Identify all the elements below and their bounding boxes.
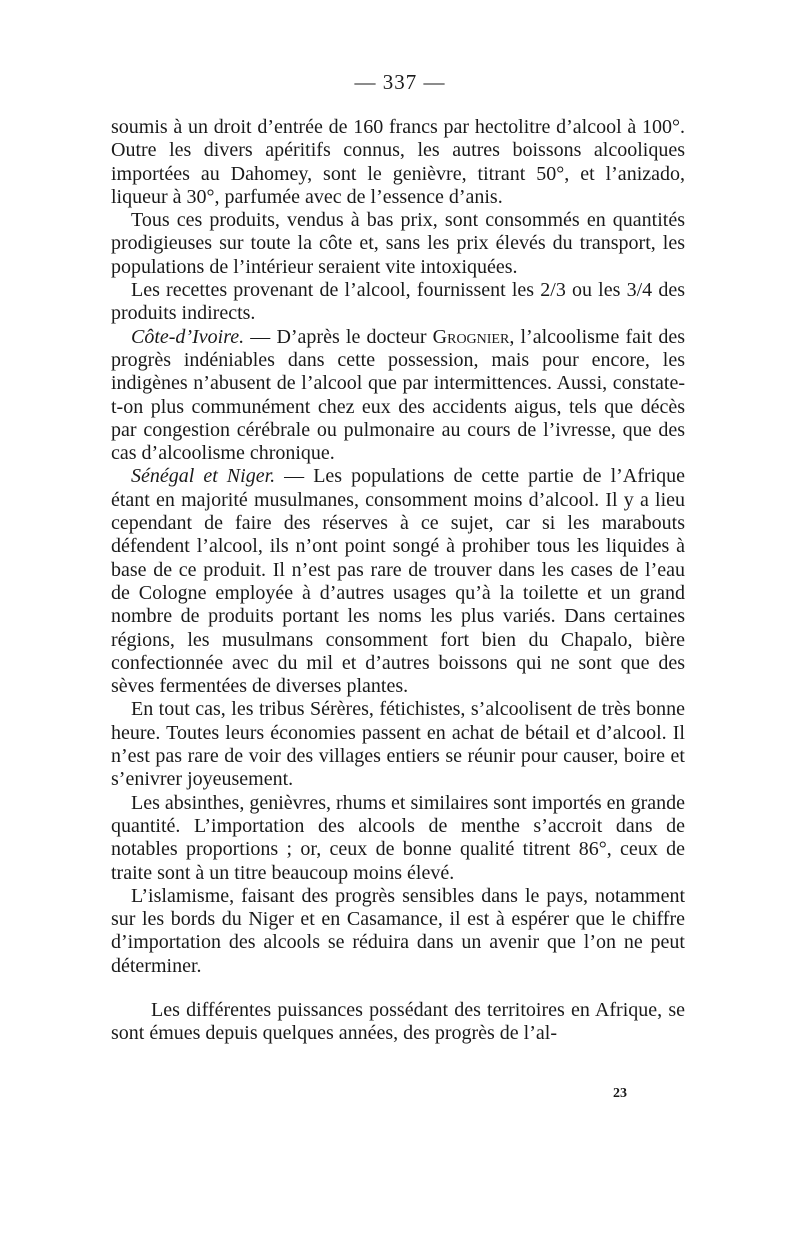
paragraph-3: Les recettes provenant de l’alcool, fournissent les 2/3 ou les 3/4 des produits indirects. [111,279,685,325]
author-name: Grognier [432,325,510,348]
section-heading-senegal-niger: Sénégal et Niger. [131,465,276,488]
body-text [111,116,685,1046]
paragraph-8: L’islamisme, faisant des progrès sensibles dans le pays, notamment sur les bords du Niger et en Casamance, il est à espérer que le chiffre d’importation des alcools se réduira dans un avenir que l’on ne peut déterminer. [111,884,685,977]
paragraph-cote-divoire [111,326,685,466]
paragraph-1: soumis à un droit d’entrée de 160 francs par hectolitre d’alcool à 100°. Outre les divers apéritifs connus, les autres boissons alcooliques importées au Dahomey, sont le genièvre, titrant 50°, et l’anizado, liqueur à 30°, parfumée avec de l’essence d’anis. [111,116,685,208]
paragraph-cote-divoire-text: , l’alcoolisme fait des progrès indéniables dans cette possession, mais pour encore, les indigènes n’abusent de l’alcool que par intermittences. Aussi, constate-t-on plus communément chez eux des accidents aigus, tels que décès par congestion cérébrale ou pulmonaire au cours de l’ivresse, que des cas d’alcoolisme chronique. [111,325,685,465]
paragraph-senegal-niger [111,465,685,698]
paragraph-7: Les absinthes, genièvres, rhums et similaires sont importés en grande quantité. L’importation des alcools de menthe s’accroit dans de notables proportions ; or, ceux de bonne qualité titrent 86°, ceux de traite sont à un titre beaucoup moins élevé. [111,791,685,884]
paragraph-cote-divoire-pre: — D’après le docteur [244,325,433,348]
section-heading-cote-divoire: Côte-d’Ivoire. [131,325,245,348]
page-number: — 337 — [354,70,446,94]
paragraph-senegal-niger-text: — Les populations de cette partie de l’Afrique étant en majorité musulmanes, consomment moins d’alcool. Il y a lieu cependant de faire des réserves à ce sujet, car si les marabouts défendent l’alcool, ils n’ont point songé à prohiber tous les liquides à base de ce produit. Il n’est pas rare de trouver dans les cases de l’eau de Cologne employée à d’autres usages qu’à la toilette et un grand nombre de produits portant les noms les plus variés. Dans certaines régions, les musulmans consomment fort bien du Chapalo, bière confectionnée avec du mil et d’autres boissons qui ne sont que des sèves fermentées de diverses plantes. [111,465,685,698]
paragraph-6: En tout cas, les tribus Sérères, fétichistes, s’alcoolisent de très bonne heure. Toutes leurs économies passent en achat de bétail et d’alcool. Il n’est pas rare de voir des villages entiers se réunir pour causer, boire et s’enivrer joyeusement. [111,698,685,791]
paragraph-9: Les différentes puissances possédant des territoires en Afrique, se sont émues depuis quelques années, des progrès de l’al- [111,998,685,1045]
paragraph-2: Tous ces produits, vendus à bas prix, sont consommés en quantités prodigieuses sur toute la côte et, sans les prix élevés du transport, les populations de l’intérieur seraient vite intoxiquées. [111,209,685,278]
signature-mark: 23 [613,1086,627,1101]
